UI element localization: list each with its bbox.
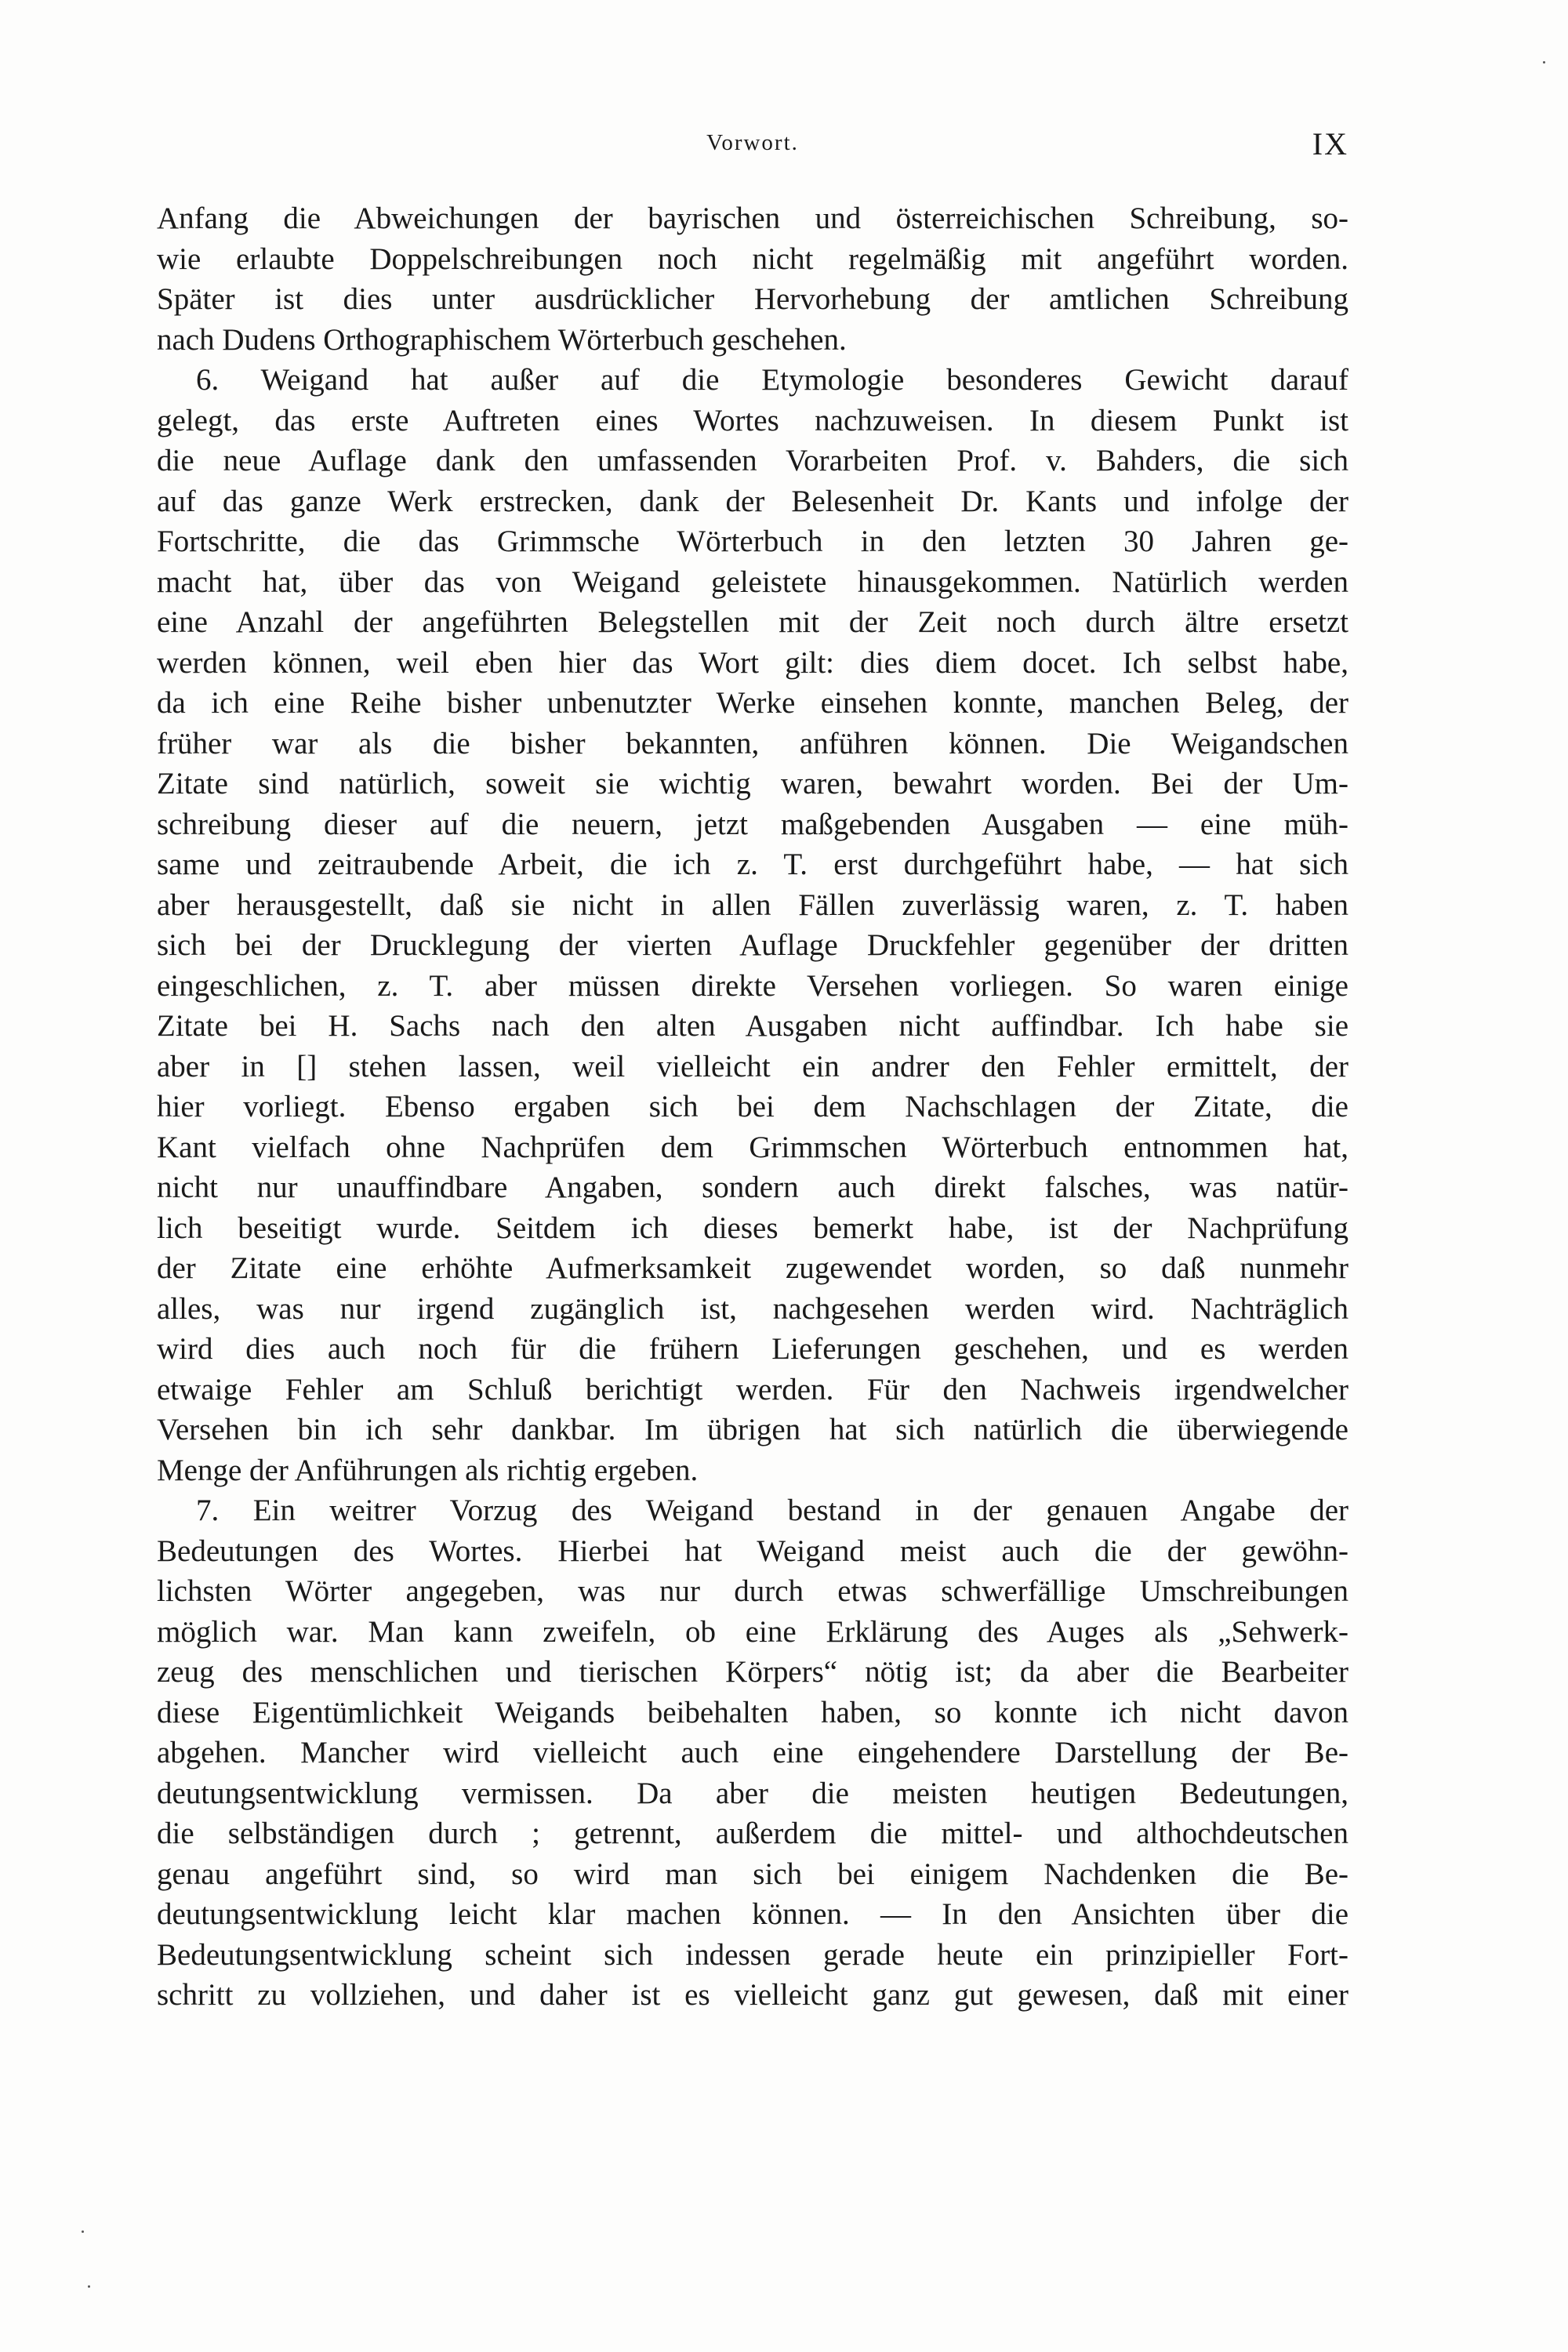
- page-number: IX: [1312, 126, 1348, 162]
- text-line: aber in [] stehen lassen, weil vielleicht ein andrer den Fehler ermittelt, der: [157, 1049, 1348, 1083]
- running-title: Vorwort.: [706, 130, 799, 155]
- text-line: nicht nur unauffindbare Angaben, sondern auch direkt falsches, was natür-: [157, 1171, 1348, 1204]
- text-line: etwaige Fehler am Schluß berichtigt werden. Für den Nachweis irgendwelcher: [157, 1372, 1348, 1406]
- text-line: aber herausgestellt, daß sie nicht in allen Fällen zuverlässig waren, z. T. haben: [157, 887, 1348, 922]
- paper-speck: [82, 2230, 84, 2233]
- text-line: Bedeutungsentwicklung scheint sich indessen gerade heute ein prinzipieller Fort-: [157, 1937, 1348, 1972]
- text-line: genau angeführt sind, so wird man sich bei einigem Nachdenken die Be-: [157, 1857, 1348, 1891]
- text-line: früher war als die bisher bekannten, anführen können. Die Weigandschen: [157, 726, 1348, 760]
- text-line: Bedeutungen des Wortes. Hierbei hat Weigand meist auch die der gewöhn-: [157, 1534, 1348, 1568]
- text-line: diese Eigentümlichkeit Weigands beibehalten haben, so konnte ich nicht davon: [157, 1695, 1348, 1730]
- text-line: macht hat, über das von Weigand geleistete hinausgekommen. Natürlich werden: [157, 564, 1348, 599]
- text-line: werden können, weil eben hier das Wort gilt: dies diem docet. Ich selbst habe,: [157, 645, 1348, 680]
- text-line: da ich eine Reihe bisher unbenutzter Werke einsehen konnte, manchen Beleg, der: [157, 686, 1348, 720]
- text-line: Zitate bei H. Sachs nach den alten Ausgaben nicht auffindbar. Ich habe sie: [157, 1009, 1348, 1043]
- text-line: deutungsentwicklung leicht klar machen können. — In den Ansichten über die: [157, 1897, 1348, 1931]
- text-line: same und zeitraubende Arbeit, die ich z. T. erst durchgeführt habe, — hat sich: [157, 848, 1348, 881]
- text-line: eine Anzahl der angeführten Belegstellen mit der Zeit noch durch ältre ersetzt: [157, 605, 1348, 639]
- page-header: [157, 126, 1348, 177]
- text-line: möglich war. Man kann zweifeln, ob eine Erklärung des Auges als „Sehwerk-: [157, 1614, 1348, 1649]
- paper-speck: [1543, 61, 1545, 64]
- text-line: nach Dudens Orthographischem Wörterbuch geschehen.: [157, 322, 847, 357]
- text-line: der Zitate eine erhöhte Aufmerksamkeit zugewendet worden, so daß nunmehr: [157, 1251, 1348, 1285]
- paper-speck: [88, 2285, 90, 2288]
- text-line: wird dies auch noch für die frühern Lieferungen geschehen, und es werden: [157, 1332, 1348, 1366]
- text-line: auf das ganze Werk erstrecken, dank der Belesenheit Dr. Kants und infolge der: [157, 484, 1348, 518]
- text-line: eingeschlichen, z. T. aber müssen direkte Versehen vorliegen. So waren einige: [157, 968, 1348, 1003]
- text-line: Versehen bin ich sehr dankbar. Im übrigen hat sich natürlich die überwiegende: [157, 1413, 1348, 1446]
- text-line: Menge der Anführungen als richtig ergeben.: [157, 1453, 699, 1487]
- text-line: 7. Ein weitrer Vorzug des Weigand bestand in der genauen Angabe der: [196, 1494, 1348, 1527]
- text-line: die neue Auflage dank den umfassenden Vorarbeiten Prof. v. Bahders, die sich: [157, 444, 1348, 477]
- text-line: alles, was nur irgend zugänglich ist, nachgesehen werden wird. Nachträglich: [157, 1291, 1348, 1326]
- text-line: zeug des menschlichen und tierischen Körpers“ nötig ist; da aber die Bearbeiter: [157, 1655, 1348, 1689]
- text-line: Fortschritte, die das Grimmsche Wörterbuch in den letzten 30 Jahren ge-: [157, 524, 1348, 558]
- body-text: [157, 198, 1348, 2016]
- text-line: lichsten Wörter angegeben, was nur durch etwas schwerfällige Umschreibungen: [157, 1574, 1348, 1608]
- text-line: hier vorliegt. Ebenso ergaben sich bei dem Nachschlagen der Zitate, die: [157, 1090, 1348, 1123]
- text-line: wie erlaubte Doppelschreibungen noch nicht regelmäßig mit angeführt worden.: [157, 241, 1348, 276]
- text-line: die selbständigen durch ; getrennt, außerdem die mittel- und althochdeutschen: [157, 1817, 1348, 1850]
- text-line: Zitate sind natürlich, soweit sie wichtig waren, bewahrt worden. Bei der Um-: [157, 767, 1348, 800]
- text-line: abgehen. Mancher wird vielleicht auch eine eingehendere Darstellung der Be-: [157, 1736, 1348, 1769]
- text-line: sich bei der Drucklegung der vierten Auflage Druckfehler gegenüber der dritten: [157, 928, 1348, 962]
- text-line: schreibung dieser auf die neuern, jetzt maßgebenden Ausgaben — eine müh-: [157, 807, 1348, 841]
- text-line: deutungsentwicklung vermissen. Da aber die meisten heutigen Bedeutungen,: [157, 1776, 1348, 1810]
- text-line: Kant vielfach ohne Nachprüfen dem Grimmschen Wörterbuch entnommen hat,: [157, 1130, 1348, 1164]
- text-line: Anfang die Abweichungen der bayrischen und österreichischen Schreibung, so-: [157, 201, 1348, 235]
- text-line: schritt zu vollziehen, und daher ist es vielleicht ganz gut gewesen, daß mit einer: [157, 1978, 1348, 2012]
- text-line: lich beseitigt wurde. Seitdem ich dieses bemerkt habe, ist der Nachprüfung: [157, 1210, 1348, 1245]
- text-line: Später ist dies unter ausdrücklicher Hervorhebung der amtlichen Schreibung: [157, 282, 1348, 316]
- text-line: gelegt, das erste Auftreten eines Wortes nachzuweisen. In diesem Punkt ist: [157, 403, 1348, 437]
- text-line: 6. Weigand hat außer auf die Etymologie besonderes Gewicht darauf: [196, 363, 1348, 397]
